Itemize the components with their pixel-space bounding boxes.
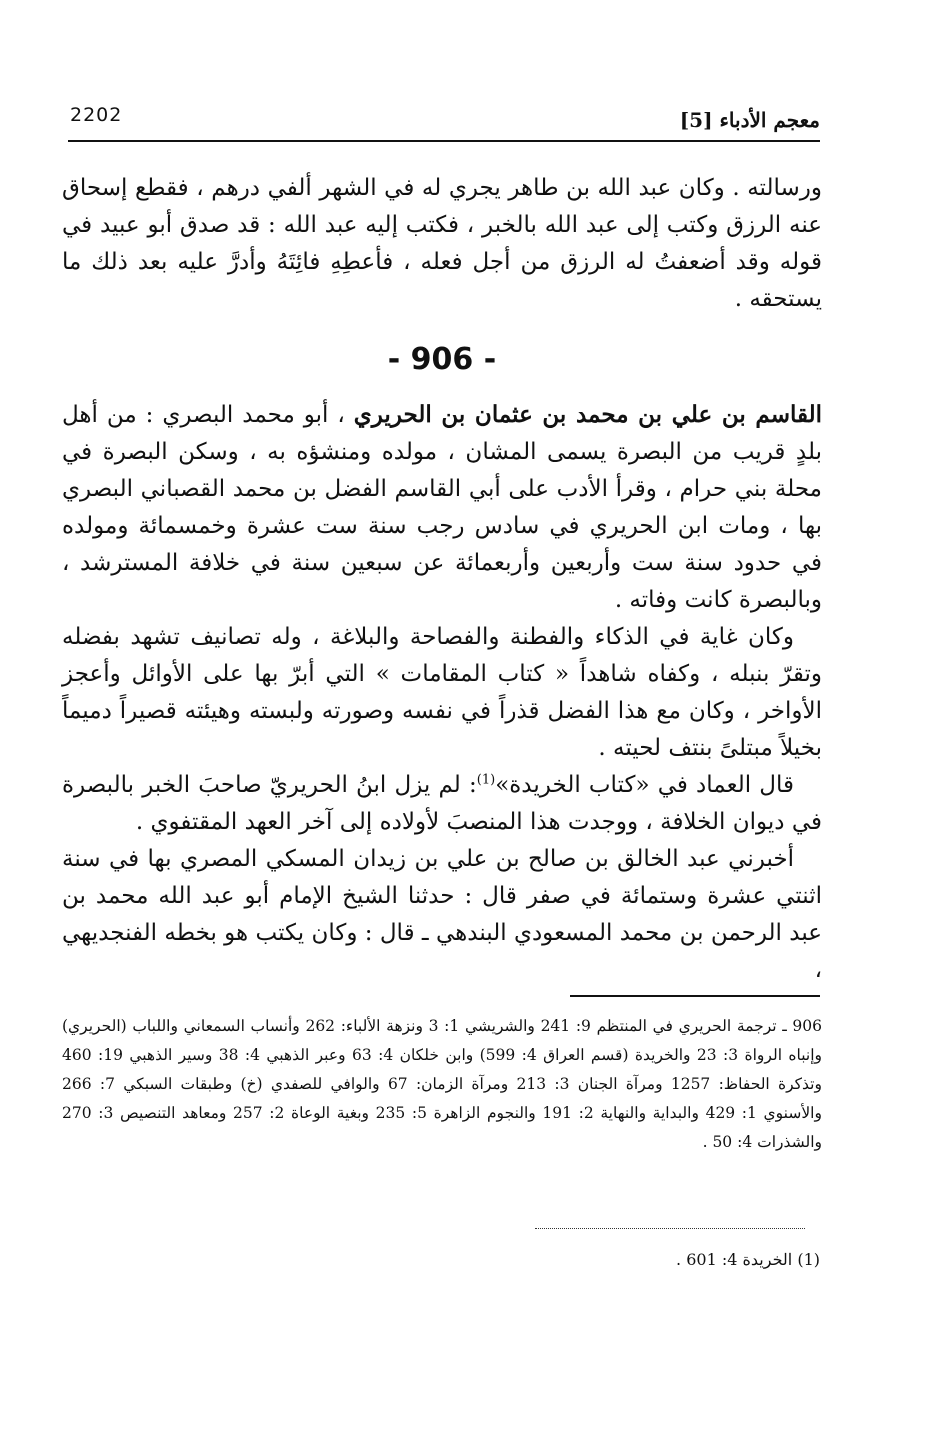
paragraph-3-start: قال العماد في «كتاب الخريدة» (495, 772, 794, 798)
paragraph-4: أخبرني عبد الخالق بن صالح بن علي بن زيدان المسكي المصري بها في سنة اثنتي عشرة وستمائة في صفر قال : حدثنا الشيخ الإمام أبو عبد الله محمد بن عبد الرحمن بن محمد المسعودي البندهي ـ قال : وكان يكتب هو بخطه الفنجديهي ، (62, 846, 822, 983)
paragraph-2: وكان غاية في الذكاء والفطنة والفصاحة والبلاغة ، وله تصانيف تشهد بفضله وتقرّ بنبله ، وكفاه شاهداً « كتاب المقامات » التي أبرّ بها على الأوائل وأعجز الأواخر ، وكان مع هذا الفضل قذراً في نفسه وصورته ولبسته وهيئته قصيراً دميماً بخيلاً مبتلىً بنتف لحيته . (62, 624, 822, 761)
entry-number: - 906 - (387, 342, 497, 377)
page-header (68, 100, 820, 142)
sources-footnote (62, 1012, 822, 1157)
footnote-reference[interactable]: (1) (476, 772, 496, 788)
footnote-divider (570, 995, 820, 997)
opening-paragraph: ورسالته . وكان عبد الله بن طاهر يجري له في الشهر ألفي درهم ، فقطع إسحاق عنه الرزق وكتب إلى عبد الله بالخبر ، فكتب إليه عبد الله : قد صدق أبو عبيد في قوله وقد أضعفتُ له الرزق من أجل فعله ، فأعطِهِ فائِتَهُ وأدرَّ عليه بعد ذلك ما يستحقه . (62, 175, 822, 312)
entry-name: القاسم بن علي بن محمد بن عثمان بن الحريري (353, 401, 823, 428)
running-title: معجم الأدباء [5] (679, 108, 820, 132)
entry-intro-paragraph (62, 396, 822, 619)
entry-intro-text: ، أبو محمد البصري : من أهل بلدٍ قريب من البصرة يسمى المشان ، مولده ومنشؤه به ، وسكن البصرة في محلة بني حرام ، وقرأ الأدب على أبي القاسم الفضل بن محمد القصباني البصري بها ، ومات ابن الحريري في سادس رجب سنة ست عشرة وخمسمائة ومولده في حدود سنة ست وأربعين وأربعمائة عن سبعين سنة في خلافة المسترشد ، وبالبصرة كانت وفاته . (62, 402, 822, 613)
page-number: 2202 (70, 104, 123, 126)
paragraph-3-end: : لم يزل ابنُ الحريريّ صاحبَ الخبر بالبصرة في ديوان الخلافة ، ووجدت هذا المنصبَ لأولاده إلى آخر العهد المقتفوي . (62, 772, 822, 835)
footnote-1: (1) الخريدة 4: 601 . (676, 1250, 820, 1269)
sources-footnote-text: 906 ـ ترجمة الحريري في المنتظم 9: 241 والشريشي 1: 3 ونزهة الألباء: 262 وأنساب السمعاني واللباب (الحريري) وإنباه الرواة 3: 23 والخريدة (قسم العراق 4: 599) وابن خلكان 4: 63 وعبر الذهبي 4: 38 وسير الذهبي 19: 460 وتذكرة الحفاظ: 1257 ومرآة الجنان 3: 213 ومرآة الزمان: 67 والوافي للصفدي (خ) وطبقات السبكي 7: 266 والأسنوي 1: 429 والبداية والنهاية 2: 191 والنجوم الزاهرة 5: 235 وبغية الوعاة 2: 257 ومعاهد التنصيص 3: 270 والشذرات 4: 50 . (62, 1017, 823, 1151)
dotted-divider (535, 1228, 805, 1229)
paragraph-3 (62, 767, 822, 841)
main-text (62, 170, 822, 989)
